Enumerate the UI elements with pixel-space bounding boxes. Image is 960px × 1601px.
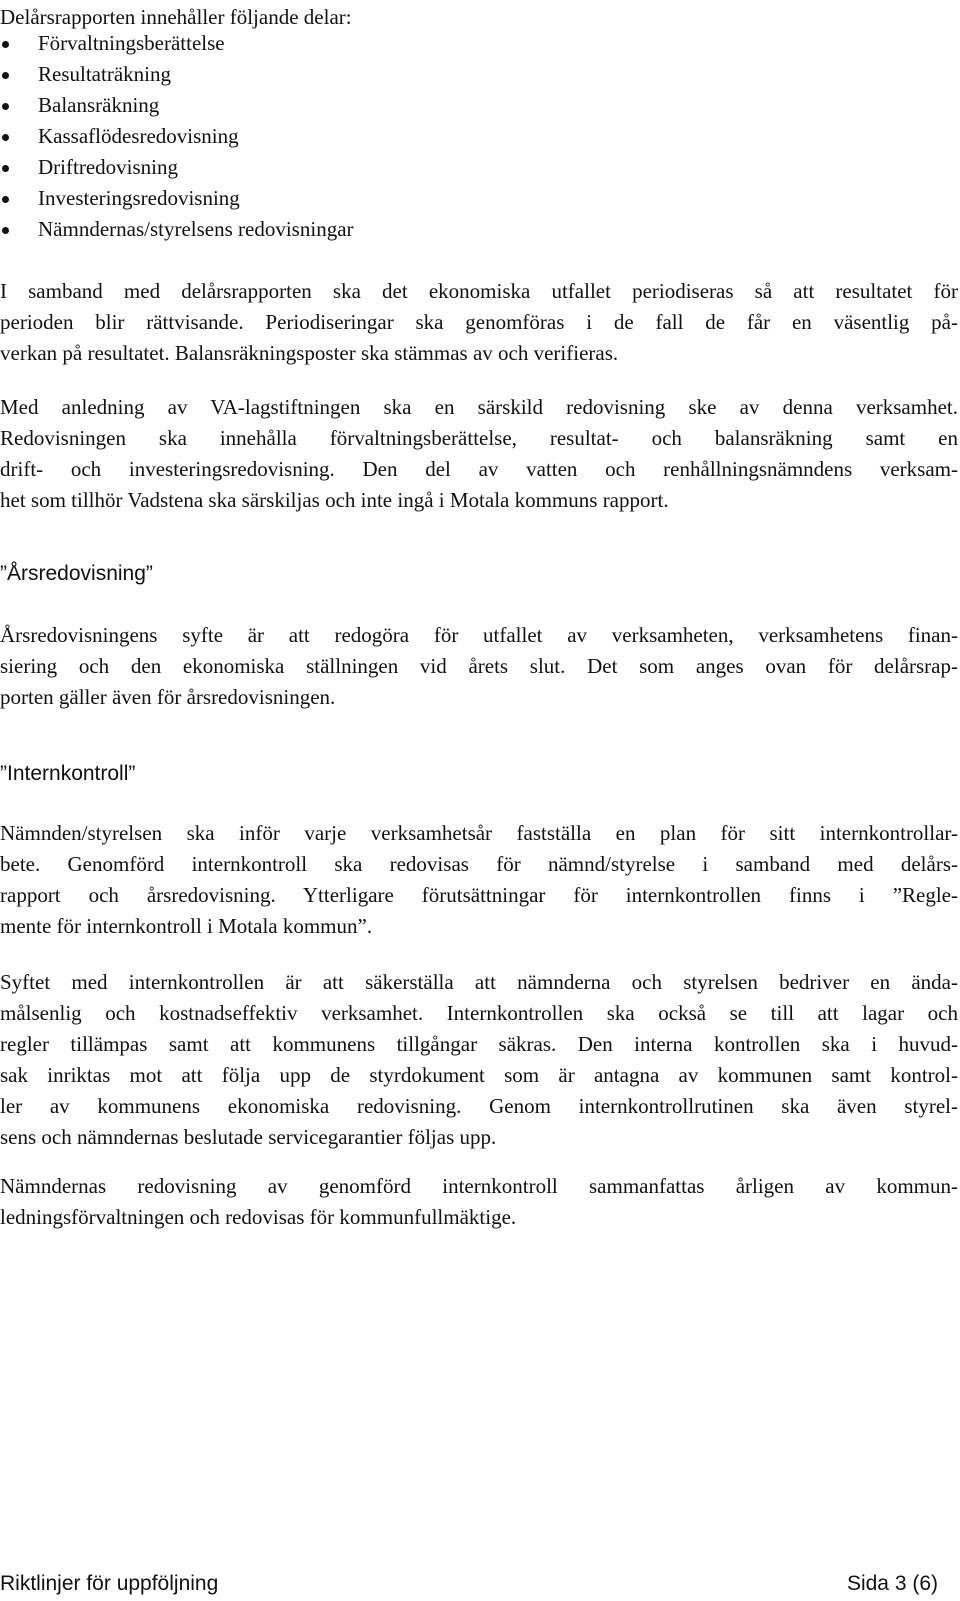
paragraph-line: Med anledning av VA-lagstiftningen ska en särskild redovisning ske av denna verksamhet. [0, 395, 958, 419]
list-item [0, 59, 354, 90]
syfte-paragraph [0, 967, 958, 1153]
list-item [0, 152, 354, 183]
arsredovisning-paragraph [0, 620, 958, 713]
paragraph-line: drift- och investeringsredovisning. Den del av vatten och renhållningsnämndens verksam- [0, 457, 958, 481]
list-item-label: Kassaflödesredovisning [38, 124, 239, 148]
sammanfattning-paragraph [0, 1171, 958, 1233]
bullet-icon [2, 72, 9, 79]
paragraph-line: Årsredovisningens syfte är att redogöra för utfallet av verksamheten, verksamhetens finan- [0, 623, 958, 647]
paragraph-line: mente för internkontroll i Motala kommun”. [0, 914, 373, 938]
periodisation-paragraph [0, 276, 958, 369]
paragraph-line: sens och nämndernas beslutade servicegarantier följas upp. [0, 1125, 497, 1149]
list-item-label: Förvaltningsberättelse [38, 31, 225, 55]
paragraph-line: I samband med delårsrapporten ska det ekonomiska utfallet periodiseras så att resultatet för [0, 279, 958, 303]
list-item [0, 183, 354, 214]
bullet-icon [2, 103, 9, 110]
list-item [0, 121, 354, 152]
page-number: Sida 3 (6) [846, 1572, 938, 1595]
paragraph-line: sak inriktas mot att följa upp de styrdokument som är antagna av kommunen samt kontrol- [0, 1063, 958, 1087]
paragraph-line: Nämnden/styrelsen ska inför varje verksamhetsår fastställa en plan för sitt internkontrollar- [0, 821, 958, 845]
paragraph-line: ler av kommunens ekonomiska redovisning. Genom internkontrollrutinen ska även styrel- [0, 1094, 958, 1118]
list-item [0, 90, 354, 121]
bullet-icon [2, 165, 9, 172]
internkontroll-paragraph [0, 818, 958, 942]
parts-list [0, 28, 354, 245]
paragraph-line: porten gäller även för årsredovisningen. [0, 685, 336, 709]
paragraph-line: perioden blir rättvisande. Periodiseringar ska genomföras i de fall de får en väsentlig på- [0, 310, 958, 334]
list-item-label: Investeringsredovisning [38, 186, 240, 210]
paragraph-line: het som tillhör Vadstena ska särskiljas och inte ingå i Motala kommuns rapport. [0, 488, 669, 512]
list-item-label: Balansräkning [38, 93, 160, 117]
paragraph-line: bete. Genomförd internkontroll ska redovisas för nämnd/styrelse i samband med delårs- [0, 852, 958, 876]
list-item-label: Nämndernas/styrelsens redovisningar [38, 217, 354, 241]
paragraph-line: siering och den ekonomiska ställningen vid årets slut. Det som anges ovan för delårsrap- [0, 654, 958, 678]
bullet-icon [2, 41, 9, 48]
list-item [0, 214, 354, 245]
paragraph-line: rapport och årsredovisning. Ytterligare förutsättningar för internkontrollen finns i ”Regle- [0, 883, 958, 907]
list-item [0, 28, 354, 59]
paragraph-line: målsenlig och kostnadseffektiv verksamhet. Internkontrollen ska också se till att lagar och [0, 1001, 958, 1025]
paragraph-line: verkan på resultatet. Balansräkningsposter ska stämmas av och verifieras. [0, 341, 619, 365]
list-item-label: Resultaträkning [38, 62, 171, 86]
va-paragraph [0, 392, 958, 516]
paragraph-line: regler tillämpas samt att kommunens tillgångar säkras. Den interna kontrollen ska i huvud- [0, 1032, 958, 1056]
bullet-icon [2, 134, 9, 141]
paragraph-line: Nämndernas redovisning av genomförd internkontroll sammanfattas årligen av kommun- [0, 1174, 958, 1198]
paragraph-line: Redovisningen ska innehålla förvaltningsberättelse, resultat- och balansräkning samt en [0, 426, 958, 450]
footer-title: Riktlinjer för uppföljning [0, 1572, 219, 1595]
bullet-icon [2, 227, 9, 234]
list-item-label: Driftredovisning [38, 155, 178, 179]
heading-arsredovisning: ”Årsredovisning” [0, 562, 153, 585]
heading-internkontroll: ”Internkontroll” [0, 762, 136, 785]
paragraph-line: ledningsförvaltningen och redovisas för kommunfullmäktige. [0, 1205, 517, 1229]
bullet-icon [2, 196, 9, 203]
paragraph-line: Syftet med internkontrollen är att säkerställa att nämnderna och styrelsen bedriver en ända- [0, 970, 958, 994]
intro-text: Delårsrapporten innehåller följande delar: [0, 5, 352, 29]
